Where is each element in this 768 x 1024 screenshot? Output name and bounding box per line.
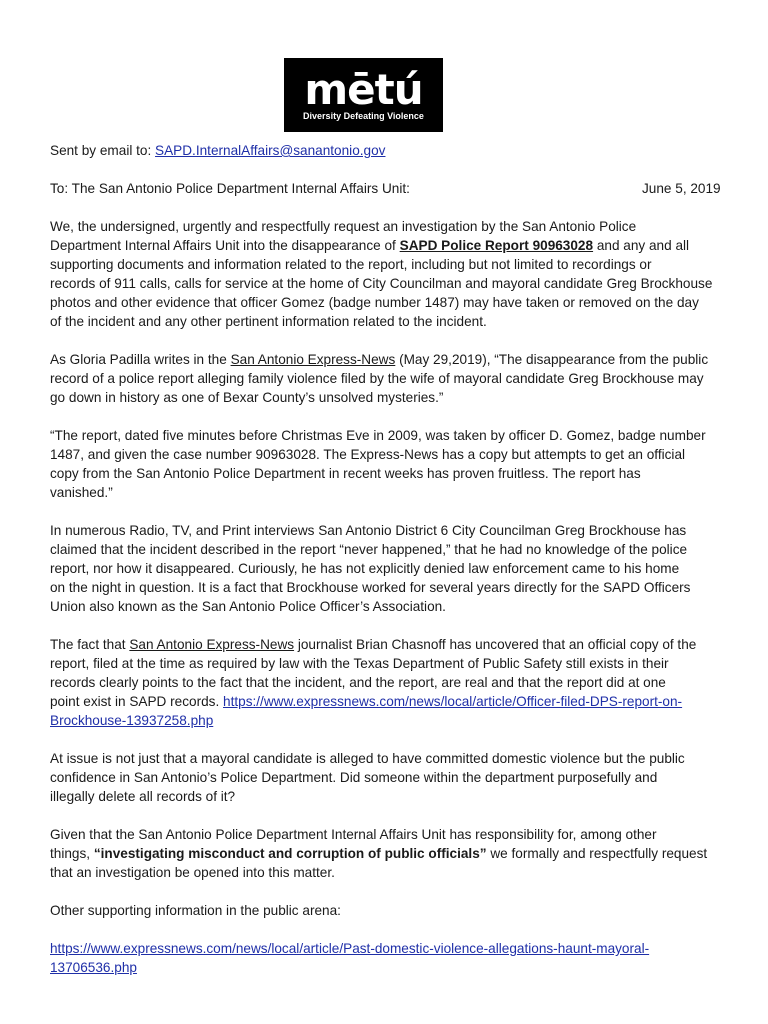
paragraph-interviews — [50, 521, 730, 616]
letter-date: June 5, 2019 — [642, 181, 721, 196]
recipient: To: The San Antonio Police Department Internal Affairs Unit: — [50, 181, 410, 196]
paragraph-report-quote — [50, 426, 730, 502]
past-allegations-link-cont[interactable]: 13706536.php — [50, 960, 137, 975]
text-span: point exist in SAPD records. — [50, 694, 224, 709]
paragraph-chasnoff — [50, 635, 730, 730]
text-span: Department Internal Affairs Unit into the disappearance of — [50, 238, 400, 253]
dps-report-link[interactable]: https://www.expressnews.com/news/local/article/Officer-filed-DPS-report-on- — [223, 694, 683, 709]
text-span: The fact that — [50, 637, 130, 652]
past-allegations-link[interactable]: https://www.expressnews.com/news/local/article/Past-domestic-violence-allegations-haunt-mayoral- — [50, 941, 650, 956]
text-span: and any and all — [593, 238, 690, 253]
text-line: copy from the San Antonio Police Department in recent weeks has proven fruitless. The report has — [50, 466, 641, 481]
text-line: In numerous Radio, TV, and Print interviews San Antonio District 6 City Councilman Greg Brockhouse has — [50, 523, 687, 538]
text-span: things, — [50, 846, 94, 861]
text-line: claimed that the incident described in the report “never happened,” that he had no knowledge of the police — [50, 542, 688, 557]
text-line: “The report, dated five minutes before Christmas Eve in 2009, was taken by officer D. Gomez, badge number — [50, 428, 706, 443]
text-span: As Gloria Padilla writes in the — [50, 352, 231, 367]
text-line: supporting documents and information related to the report, including but not limited to recordings or — [50, 257, 652, 272]
text-line: photos and other evidence that officer Gomez (badge number 1487) may have taken or removed on the day — [50, 295, 699, 310]
sent-by-line — [50, 141, 730, 160]
paragraph-other-info — [50, 901, 730, 920]
text-line: At issue is not just that a mayoral candidate is alleged to have committed domestic violence but the public — [50, 751, 685, 766]
quoted-responsibility: “investigating misconduct and corruption of public officials” — [93, 846, 487, 861]
text-line: records of 911 calls, calls for service at the home of City Councilman and mayoral candidate Greg Brockhouse — [50, 276, 713, 291]
text-line: illegally delete all records of it? — [50, 789, 236, 804]
text-line: 1487, and given the case number 90963028. The Express-News has a copy but attempts to get an official — [50, 447, 686, 462]
metu-logo — [284, 58, 443, 132]
text-span: (May 29,2019), “The disappearance from the public — [395, 352, 709, 367]
text-line: record of a police report alleging family violence filed by the wife of mayoral candidate Greg Brockhouse may — [50, 371, 704, 386]
paragraph-issue — [50, 749, 730, 806]
paragraph-padilla-quote — [50, 350, 730, 407]
text-line: Other supporting information in the public arena: — [50, 903, 341, 918]
text-line: that an investigation be opened into this matter. — [50, 865, 335, 880]
to-line — [50, 179, 730, 198]
text-line: on the night in question. It is a fact that Brockhouse worked for several years directly for the SAPD Officers — [50, 580, 691, 595]
logo-tagline: Diversity Defeating Violence — [303, 111, 424, 121]
email-link[interactable]: SAPD.InternalAffairs@sanantonio.gov — [155, 143, 386, 158]
text-line: of the incident and any other pertinent information related to the incident. — [50, 314, 487, 329]
text-line: report, nor how it disappeared. Curiously, he has not explicitly denied law enforcement came to his home — [50, 561, 680, 576]
text-line: report, filed at the time as required by law with the Texas Department of Public Safety still exists in their — [50, 656, 669, 671]
letter-body — [50, 141, 730, 996]
publication-name: San Antonio Express-News — [230, 352, 396, 367]
text-line: Given that the San Antonio Police Department Internal Affairs Unit has responsibility for, among other — [50, 827, 657, 842]
text-line: We, the undersigned, urgently and respectfully request an investigation by the San Antonio Police — [50, 219, 637, 234]
dps-report-link-cont[interactable]: Brockhouse-13937258.php — [50, 713, 214, 728]
logo-wordmark: mētú — [304, 65, 423, 114]
publication-name: San Antonio Express-News — [129, 637, 295, 652]
text-line: Union also known as the San Antonio Police Officer’s Association. — [50, 599, 446, 614]
paragraph-link — [50, 939, 730, 977]
text-span: journalist Brian Chasnoff has uncovered that an official copy of the — [294, 637, 697, 652]
text-line: vanished.” — [50, 485, 113, 500]
paragraph-formal-request — [50, 825, 730, 882]
text-line: confidence in San Antonio’s Police Department. Did someone within the department purposefully and — [50, 770, 658, 785]
sent-prefix: Sent by email to: — [50, 143, 156, 158]
paragraph-request — [50, 217, 730, 331]
report-number: SAPD Police Report 90963028 — [399, 238, 594, 253]
text-span: we formally and respectfully request — [486, 846, 708, 861]
text-line: records clearly points to the fact that the incident, and the report, are real and that the report did at one — [50, 675, 666, 690]
text-line: go down in history as one of Bexar County’s unsolved mysteries.” — [50, 390, 444, 405]
